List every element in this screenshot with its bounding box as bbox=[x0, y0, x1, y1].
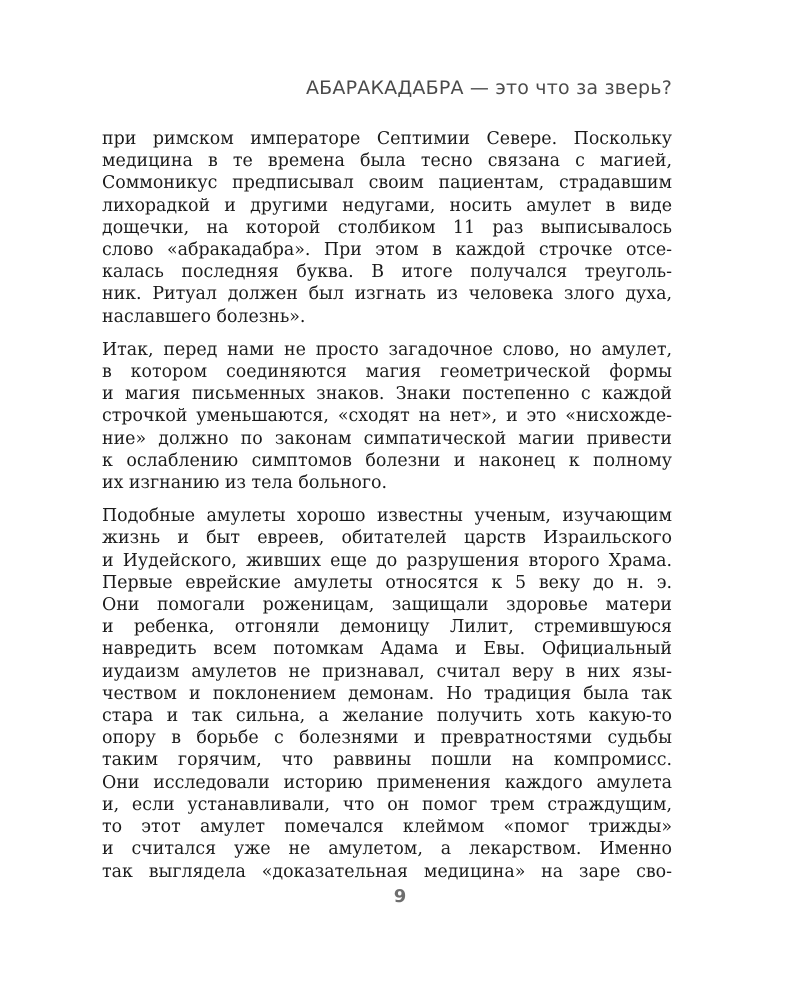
paragraph bbox=[102, 505, 672, 882]
text-line: то этот амулет помечался клеймом «помог трижды» bbox=[102, 817, 672, 838]
text-line: чеством и поклонением демонам. Но традиция была так bbox=[102, 683, 672, 704]
text-line: и считался уже не амулетом, а лекарством. Именно bbox=[102, 839, 672, 860]
text-line: и, если устанавливали, что он помог трем страждущим, bbox=[102, 794, 672, 815]
text-line: ние» должно по законам симпатической магии привести bbox=[102, 428, 672, 449]
text-line: таким горячим, что раввины пошли на компромисс. bbox=[102, 750, 672, 771]
text-line: слово «абракадабра». При этом в каждой строчке отсе- bbox=[102, 240, 672, 261]
text-line: дощечки, на которой столбиком 11 раз выписывалось bbox=[102, 217, 672, 238]
text-line: Они помогали роженицам, защищали здоровье матери bbox=[102, 595, 672, 616]
text-line: и Иудейского, живших еще до разрушения второго Храма. bbox=[102, 550, 672, 571]
text-line: их изгнанию из тела больного. bbox=[102, 473, 388, 494]
text-line: Итак, перед нами не просто загадочное слово, но амулет, bbox=[102, 339, 672, 360]
text-line: Подобные амулеты хорошо известны ученым, изучающим bbox=[102, 506, 672, 527]
text-line: ник. Ритуал должен был изгнать из человека злого духа, bbox=[102, 284, 672, 305]
text-line: Первые еврейские амулеты относятся к 5 веку до н. э. bbox=[102, 572, 672, 593]
paragraph bbox=[102, 128, 672, 328]
text-line: Они исследовали историю применения каждого амулета bbox=[102, 772, 672, 793]
text-line: строчкой уменьшаются, «сходят на нет», и это «нисхожде- bbox=[102, 406, 672, 427]
text-line: лихорадкой и другими недугами, носить амулет в виде bbox=[102, 195, 672, 216]
text-line: жизнь и быт евреев, обитателей царств Израильского bbox=[102, 528, 672, 549]
text-line: при римском императоре Септимии Севере. Поскольку bbox=[102, 129, 672, 149]
text-line: и магия письменных знаков. Знаки постепенно с каждой bbox=[102, 384, 672, 405]
text-line: в котором соединяются магия геометрической формы bbox=[102, 362, 672, 383]
text-line: навредить всем потомкам Адама и Евы. Официальный bbox=[102, 639, 672, 660]
text-line: калась последняя буква. В итоге получался треуголь- bbox=[102, 262, 672, 283]
text-line: наславшего болезнь». bbox=[102, 306, 306, 327]
text-line: так выглядела «доказательная медицина» на заре сво- bbox=[102, 861, 672, 882]
page-body bbox=[102, 128, 672, 894]
text-line: Соммоникус предписывал своим пациентам, страдавшим bbox=[102, 173, 672, 194]
text-line: к ослаблению симптомов болезни и наконец к полному bbox=[102, 450, 672, 471]
running-header: АБАРАКАДАБРА — это что за зверь? bbox=[305, 77, 672, 99]
text-line: иудаизм амулетов не признавал, считал веру в них язы- bbox=[102, 661, 672, 682]
text-line: стара и так сильна, а желание получить хоть какую-то bbox=[102, 706, 672, 727]
paragraph bbox=[102, 339, 672, 494]
page-number: 9 bbox=[393, 886, 407, 907]
text-line: медицина в те времена была тесно связана с магией, bbox=[102, 151, 672, 172]
text-line: опору в борьбе с болезнями и превратностями судьбы bbox=[102, 728, 672, 749]
text-line: и ребенка, отгоняли демоницу Лилит, стремившуюся bbox=[102, 617, 672, 638]
